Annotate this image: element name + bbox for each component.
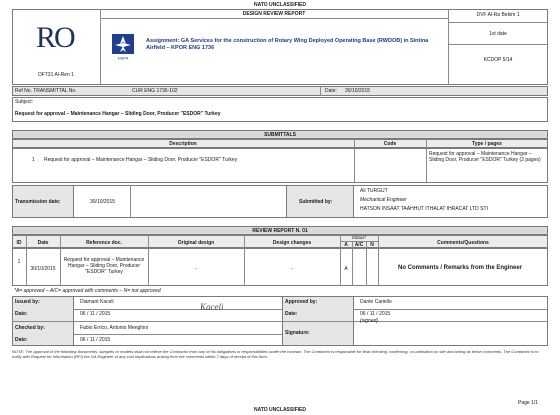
submitted-by-name: Ali TURGUT [360, 188, 388, 194]
transmission-date-value: 30/10/2015 [90, 199, 116, 205]
approved-by-name: Dante Cariello [360, 299, 392, 305]
subject-value: Request for approval – Maintenance Hangar – Sliding Door, Producer "ESDOR" Turkey [15, 111, 221, 117]
approved-by-label: Approved by: [285, 299, 318, 305]
ref-value: CUR ENG 1736-102 [132, 88, 178, 94]
review-row-status-a: A [344, 266, 348, 272]
ref-label: Ref No. TRANSMITTAL No. [15, 88, 77, 94]
submitted-by-company: HATSON INSAAT TAAHHUT ITHALAT IHRACAT LTD STI [360, 206, 488, 212]
nspa-emblem-icon [112, 34, 134, 60]
issued-date: 06 / 11 / 2015 [80, 311, 111, 317]
review-col-n: N [370, 242, 374, 248]
review-col-ac: A/C [354, 242, 364, 248]
subject-block [12, 97, 548, 122]
ref-row [12, 86, 548, 96]
review-status-label: Status* [351, 235, 367, 240]
submitted-by-label: Submitted by: [299, 199, 333, 205]
review-col-id: ID [16, 240, 22, 246]
approved-note: (signed) [360, 318, 379, 324]
checked-date-label: Date: [15, 337, 28, 343]
issued-by-name: Diamant Kaceli [80, 299, 114, 305]
review-row-changes: - [291, 266, 293, 272]
document-type: DESIGN REVIEW REPORT [242, 11, 306, 17]
assignment-text: Assignment: GA Services for the construction of Rotary Wing Deployed Operating Base (RWDOB) in Sintina Airfield – KPOR ENG 1736 [146, 38, 429, 51]
review-col-original: Original design [177, 240, 215, 246]
submittals-title: SUBMITTALS [12, 130, 548, 139]
transmission-date-label: Transmission date: [15, 199, 61, 205]
signature-label: Signature: [285, 330, 310, 336]
review-row-reference: Request for approval – Maintenance Hangar – Sliding Door, Producer "ESDOR" Turkey [63, 257, 145, 275]
submittal-type-pages: Request for approval – Maintenance Hangar – Sliding Door, Producer "ESDOR" Turkey (2 pages) [429, 151, 541, 163]
submittals-col-code: Code [383, 141, 397, 147]
review-row-original: - [195, 266, 197, 272]
ref-date-value: 30/10/2015 [345, 88, 371, 94]
review-col-reference: Reference doc. [86, 240, 122, 246]
checked-date: 06 / 11 / 2015 [80, 337, 111, 343]
submittal-description: Request for approval – Maintenance Hangar – Sliding Door, Producer "ESDOR" Turkey [44, 157, 238, 163]
submittals-col-type: Type / pages [472, 141, 502, 147]
approved-date: 06 / 11 / 2015 [360, 311, 391, 317]
issued-by-label: Issued by: [15, 299, 40, 305]
checked-by-name: Fabio Errico, Antonio Menghini [80, 325, 149, 331]
submittal-number: 1 [32, 157, 35, 163]
review-report-title: REVIEW REPORT N. 01 [12, 226, 548, 235]
checked-by-label: Checked by: [15, 325, 45, 331]
review-col-date: Date [37, 240, 49, 246]
svg-text:NSPA: NSPA [117, 55, 129, 60]
approval-footnote: NOTE: The approval of the following documents, samples or models shall not relieve the Contractor from any of his obligations or responsibilities under the contract. The Contractor is responsible for final checking, confirming, co-ordination on site and acting as these comments. The Contractor is to notify with Request for Information (RFI) the GA Engineer of any cost implications arising from the comments within 7 days of receipt of this form. [12, 349, 539, 359]
header-right-date: 1st date [489, 31, 507, 37]
classification-marking-top: NATO UNCLASSIFIED [253, 2, 307, 8]
review-row-id: 1 [17, 259, 21, 265]
header-right-ref: KCDOP 5/14 [483, 57, 513, 63]
handwritten-signature: Kaceli [200, 302, 224, 312]
header-right-code: DVF Al-Ra Bekim 1 [476, 12, 520, 18]
status-legend: *A= approved – A/C= approved with comments – N= not approved [14, 288, 161, 294]
doc-reference: DFT31 Al-Ren 1 [38, 72, 74, 78]
classification-marking-bottom: NATO UNCLASSIFIED [253, 407, 307, 413]
review-col-comments: Comments/Questions [437, 240, 489, 246]
company-logo: RO [36, 21, 74, 54]
review-col-a: A [344, 242, 348, 248]
submitted-by-role: Mechanical Engineer [360, 197, 407, 203]
page-number: Page 1/1 [518, 400, 539, 406]
issued-date-label: Date: [15, 311, 28, 317]
review-col-changes: Design changes [272, 240, 312, 246]
subject-label: Subject: [15, 99, 34, 105]
review-row-date: 30/10/2015 [30, 266, 56, 272]
approved-date-label: Date: [285, 311, 298, 317]
review-row-comments: No Comments / Remarks from the Engineer [398, 265, 523, 271]
ref-date-label: Date: [325, 88, 337, 94]
submittals-col-description: Description [169, 141, 197, 147]
